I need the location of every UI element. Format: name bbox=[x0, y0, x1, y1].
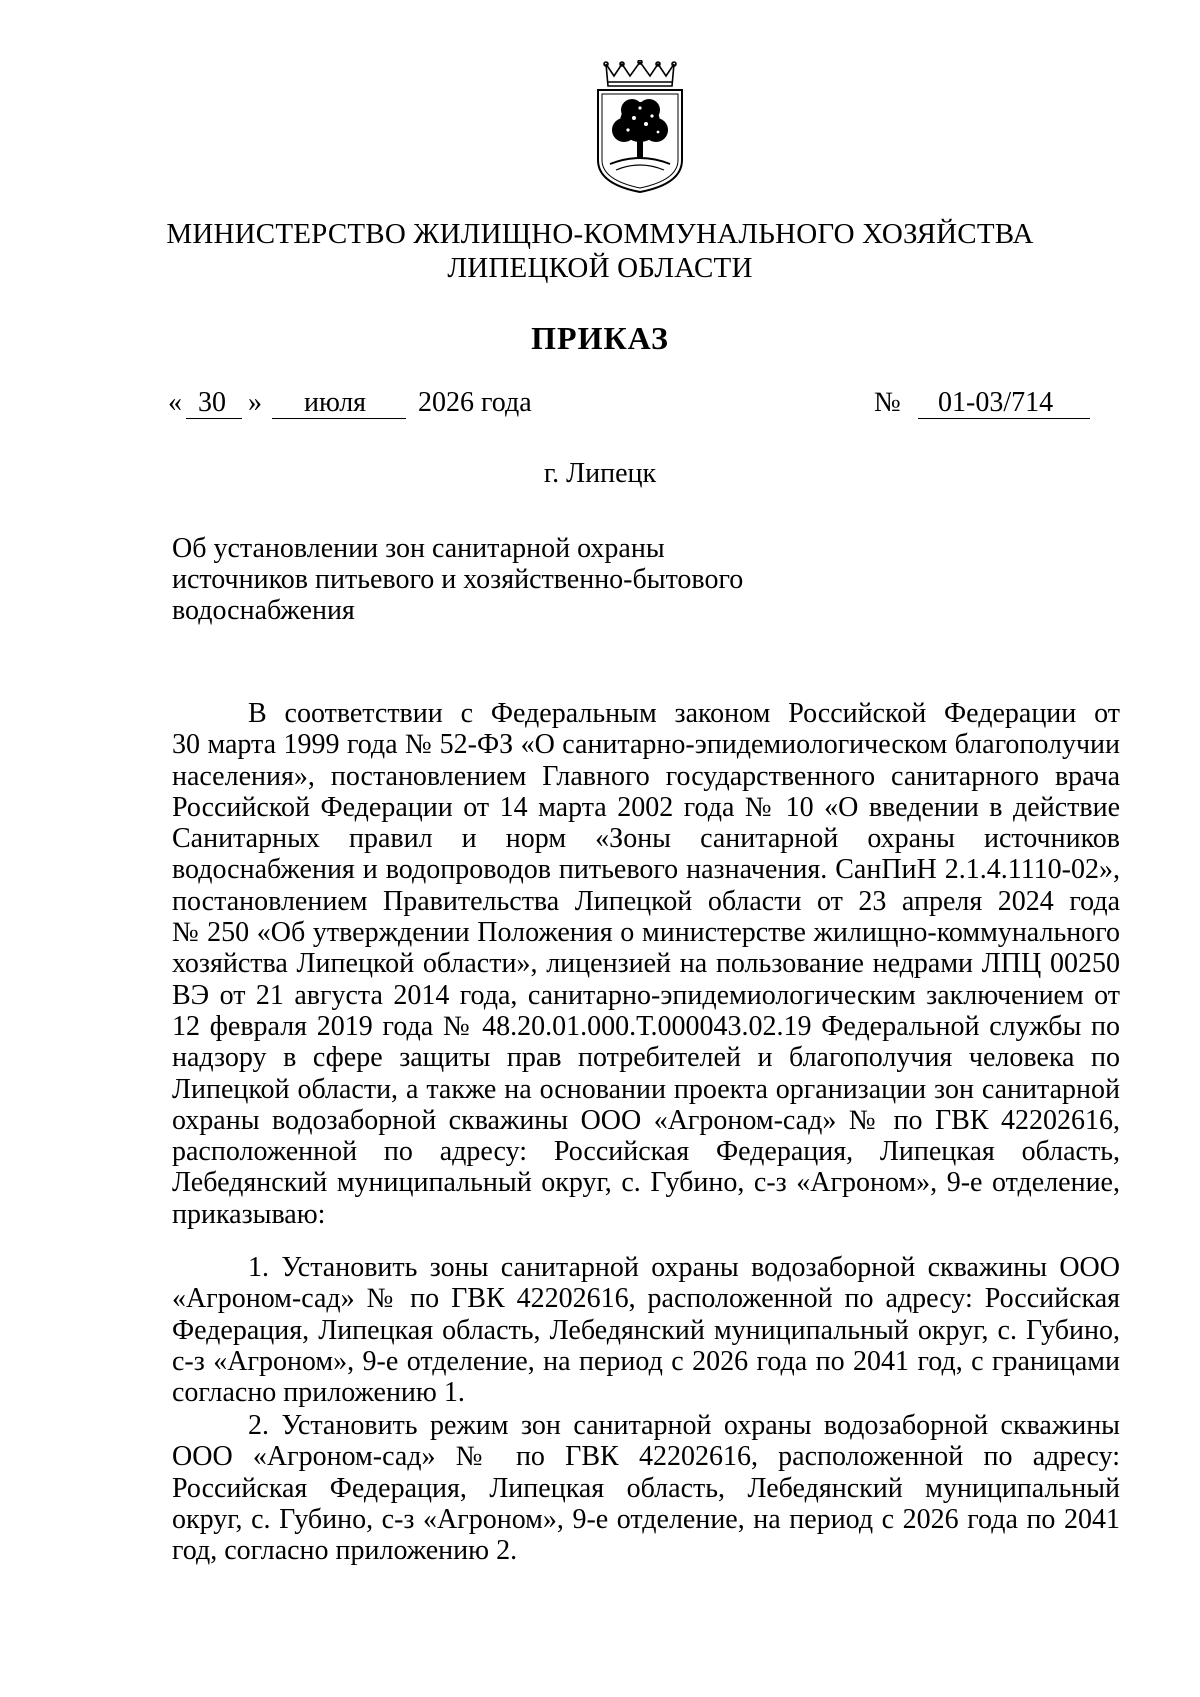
date-open-quote: « bbox=[168, 387, 182, 418]
body-line: Липецкой области, а также на основании проекта организации зон санитарной bbox=[172, 1073, 1120, 1105]
intro-paragraph bbox=[172, 698, 1120, 1230]
order-number: 01-03/714 bbox=[938, 387, 1054, 418]
coat-of-arms-emblem bbox=[592, 60, 688, 194]
subject-line: источников питьевого и хозяйственно-бытового bbox=[172, 564, 744, 595]
body-line: Лебедянский муниципальный округ, с. Губино, с-з «Агроном», 9-е отделение, bbox=[172, 1167, 1120, 1199]
order-item-2 bbox=[172, 1410, 1120, 1566]
body-line: 30 марта 1999 года № 52-ФЗ «О санитарно-эпидемиологическом благополучии bbox=[172, 729, 1120, 761]
date-and-number-line bbox=[168, 385, 1080, 425]
body-line: охраны водозаборной скважины ООО «Агроном-сад» № по ГВК 42202616, bbox=[172, 1104, 1120, 1136]
ministry-name-line2: ЛИПЕЦКОЙ ОБЛАСТИ bbox=[447, 252, 753, 284]
subject-line: водоснабжения bbox=[172, 595, 355, 626]
body-line: расположенной по адресу: Российская Федерация, Липецкая область, bbox=[172, 1136, 1120, 1168]
ministry-name-line1: МИНИСТЕРСТВО ЖИЛИЩНО-КОММУНАЛЬНОГО ХОЗЯЙСТВА bbox=[166, 218, 1034, 250]
document-type-title: ПРИКАЗ bbox=[531, 320, 669, 356]
body-line: год, согласно приложению 2. bbox=[172, 1535, 518, 1567]
body-line: ВЭ от 21 августа 2014 года, санитарно-эпидемиологическим заключением от bbox=[172, 979, 1120, 1011]
body-line: ООО «Агроном-сад» № по ГВК 42202616, расположенной по адресу: bbox=[172, 1441, 1120, 1473]
subject-line: Об установлении зон санитарной охраны bbox=[172, 533, 665, 564]
day-underline bbox=[186, 418, 242, 419]
body-line: 2. Установить режим зон санитарной охраны водозаборной скважины bbox=[248, 1410, 1120, 1441]
body-line: округ, с. Губино, с-з «Агроном», 9-е отделение, на период с 2026 года по 2041 bbox=[172, 1503, 1120, 1535]
body-line: 1. Установить зоны санитарной охраны водозаборной скважины ООО bbox=[248, 1252, 1120, 1283]
body-line: водоснабжения и водопроводов питьевого назначения. СанПиН 2.1.4.1110-02», bbox=[172, 854, 1120, 886]
order-item-1 bbox=[172, 1252, 1120, 1408]
date-year: 2026 года bbox=[418, 387, 532, 418]
number-sign: № bbox=[874, 387, 901, 418]
body-line: надзору в сфере защиты прав потребителей и благополучия человека по bbox=[172, 1042, 1120, 1074]
body-line: постановлением Правительства Липецкой области от 23 апреля 2024 года bbox=[172, 885, 1120, 917]
city-name: г. Липецк bbox=[543, 458, 657, 489]
number-underline bbox=[918, 418, 1090, 419]
body-line: В соответствии с Федеральным законом Российской Федерации от bbox=[248, 698, 1120, 729]
body-line: № 250 «Об утверждении Положения о министерстве жилищно-коммунального bbox=[172, 917, 1120, 949]
body-line: Федерация, Липецкая область, Лебедянский муниципальный округ, с. Губино, bbox=[172, 1314, 1120, 1346]
body-line: «Агроном-сад» № по ГВК 42202616, расположенной по адресу: Российская bbox=[172, 1283, 1120, 1315]
body-line: приказываю: bbox=[172, 1198, 326, 1230]
body-line: Российской Федерации от 14 марта 2002 года № 10 «О введении в действие bbox=[172, 791, 1120, 823]
date-close-quote: » bbox=[248, 387, 262, 418]
date-day: 30 bbox=[198, 387, 226, 418]
date-month: июля bbox=[304, 387, 367, 418]
body-line: с-з «Агроном», 9-е отделение, на период с 2026 года по 2041 год, с границами bbox=[172, 1345, 1120, 1377]
body-line: согласно приложению 1. bbox=[172, 1377, 465, 1409]
body-line: 12 февраля 2019 года № 48.20.01.000.Т.000043.02.19 Федеральной службы по bbox=[172, 1010, 1120, 1042]
body-line: Российская Федерация, Липецкая область, Лебедянский муниципальный bbox=[172, 1472, 1120, 1504]
body-line: населения», постановлением Главного государственного санитарного врача bbox=[172, 760, 1120, 792]
body-line: Санитарных правил и норм «Зоны санитарной охраны источников bbox=[172, 823, 1120, 855]
body-line: хозяйства Липецкой области», лицензией на пользование недрами ЛПЦ 00250 bbox=[172, 948, 1120, 980]
month-underline bbox=[272, 418, 406, 419]
order-subject bbox=[172, 533, 792, 626]
